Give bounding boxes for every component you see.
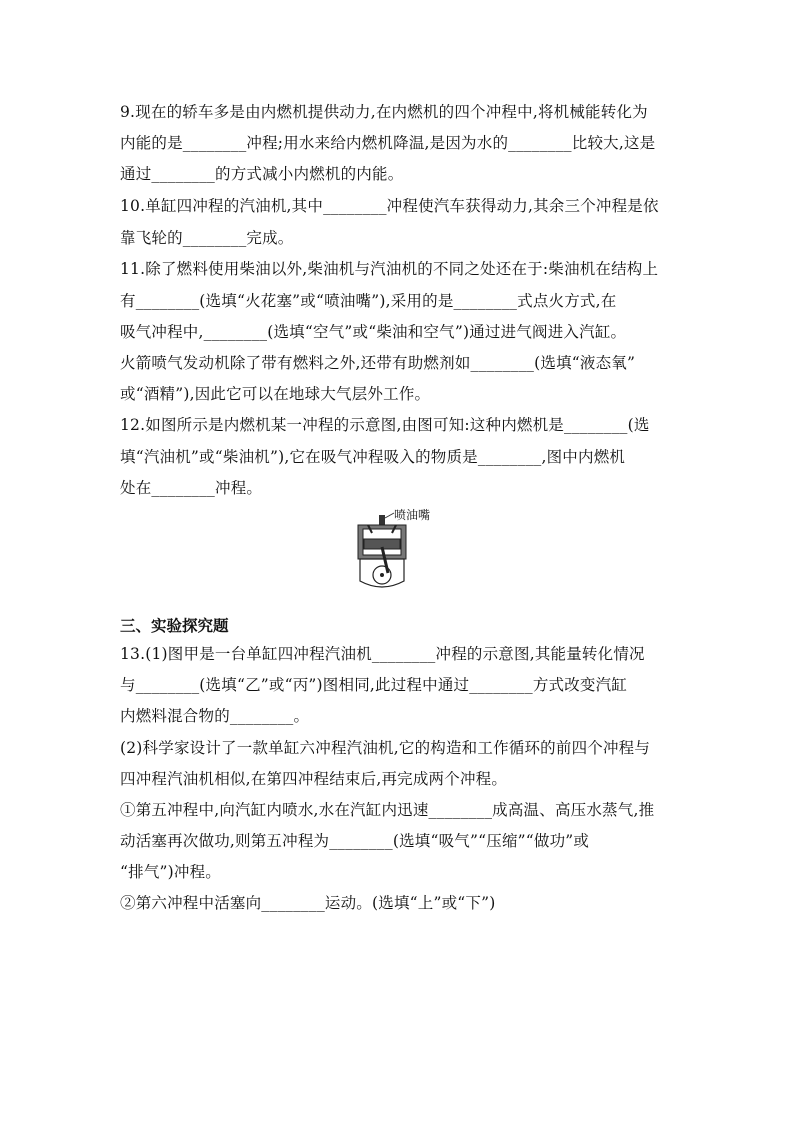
q13-line-7: 动活塞再次做功,则第五冲程为________(选填“吸气”“压缩”“做功”或: [120, 832, 590, 850]
q11-line-1: 11.除了燃料使用柴油以外,柴油机与汽油机的不同之处还在于:柴油机在结构上: [120, 260, 659, 278]
q13-line-4: (2)科学家设计了一款单缸六冲程汽油机,它的构造和工作循环的前四个冲程与: [120, 739, 651, 757]
q12-line-3: 处在________冲程。: [120, 479, 263, 497]
q9-line-3: 通过________的方式减小内燃机的内能。: [120, 165, 404, 183]
q13-line-8: “排气”)冲程。: [120, 863, 221, 881]
q13-line-1: 13.(1)图甲是一台单缸四冲程汽油机________冲程的示意图,其能量转化情况: [120, 645, 645, 663]
q13-line-2: 与________(选填“乙”或“丙”)图相同,此过程中通过________方式改变汽缸: [120, 676, 628, 694]
section-title: 三、实验探究题: [120, 617, 229, 635]
q13-line-5: 四冲程汽油机相似,在第四冲程结束后,再完成两个冲程。: [120, 770, 508, 788]
q13-line-9: ②第六冲程中活塞向________运动。(选填“上”或“下”): [120, 894, 496, 912]
q10-line-1: 10.单缸四冲程的汽油机,其中________冲程使汽车获得动力,其余三个冲程是依: [120, 197, 659, 215]
q11-line-5: 或“酒精”),因此它可以在地球大气层外工作。: [120, 385, 431, 403]
figure-label-injector: 喷油嘴: [394, 508, 431, 522]
q10-line-2: 靠飞轮的________完成。: [120, 229, 294, 247]
q12-line-1: 12.如图所示是内燃机某一冲程的示意图,由图可知:这种内燃机是________(选: [120, 416, 650, 434]
q11-line-4: 火箭喷气发动机除了带有燃料之外,还带有助燃剂如________(选填“液态氧”: [120, 354, 636, 372]
q9-line-1: 9.现在的轿车多是由内燃机提供动力,在内燃机的四个冲程中,将机械能转化为: [120, 103, 648, 121]
q9-line-2: 内能的是________冲程;用水来给内燃机降温,是因为水的________比较大,这是: [120, 134, 656, 152]
q11-line-2: 有________(选填“火花塞”或“喷油嘴”),采用的是________式点火方式,在: [120, 292, 617, 310]
q12-line-2: 填“汽油机”或“柴油机”),它在吸气冲程吸入的物质是________,图中内燃机: [120, 448, 626, 466]
q13-line-6: ①第五冲程中,向汽缸内喷水,水在汽缸内迅速________成高温、高压水蒸气,推: [120, 801, 655, 819]
q13-line-3: 内燃料混合物的________。: [120, 707, 310, 725]
q11-line-3: 吸气冲程中,________(选填“空气”或“柴油和空气”)通过进气阀进入汽缸。: [120, 323, 627, 341]
